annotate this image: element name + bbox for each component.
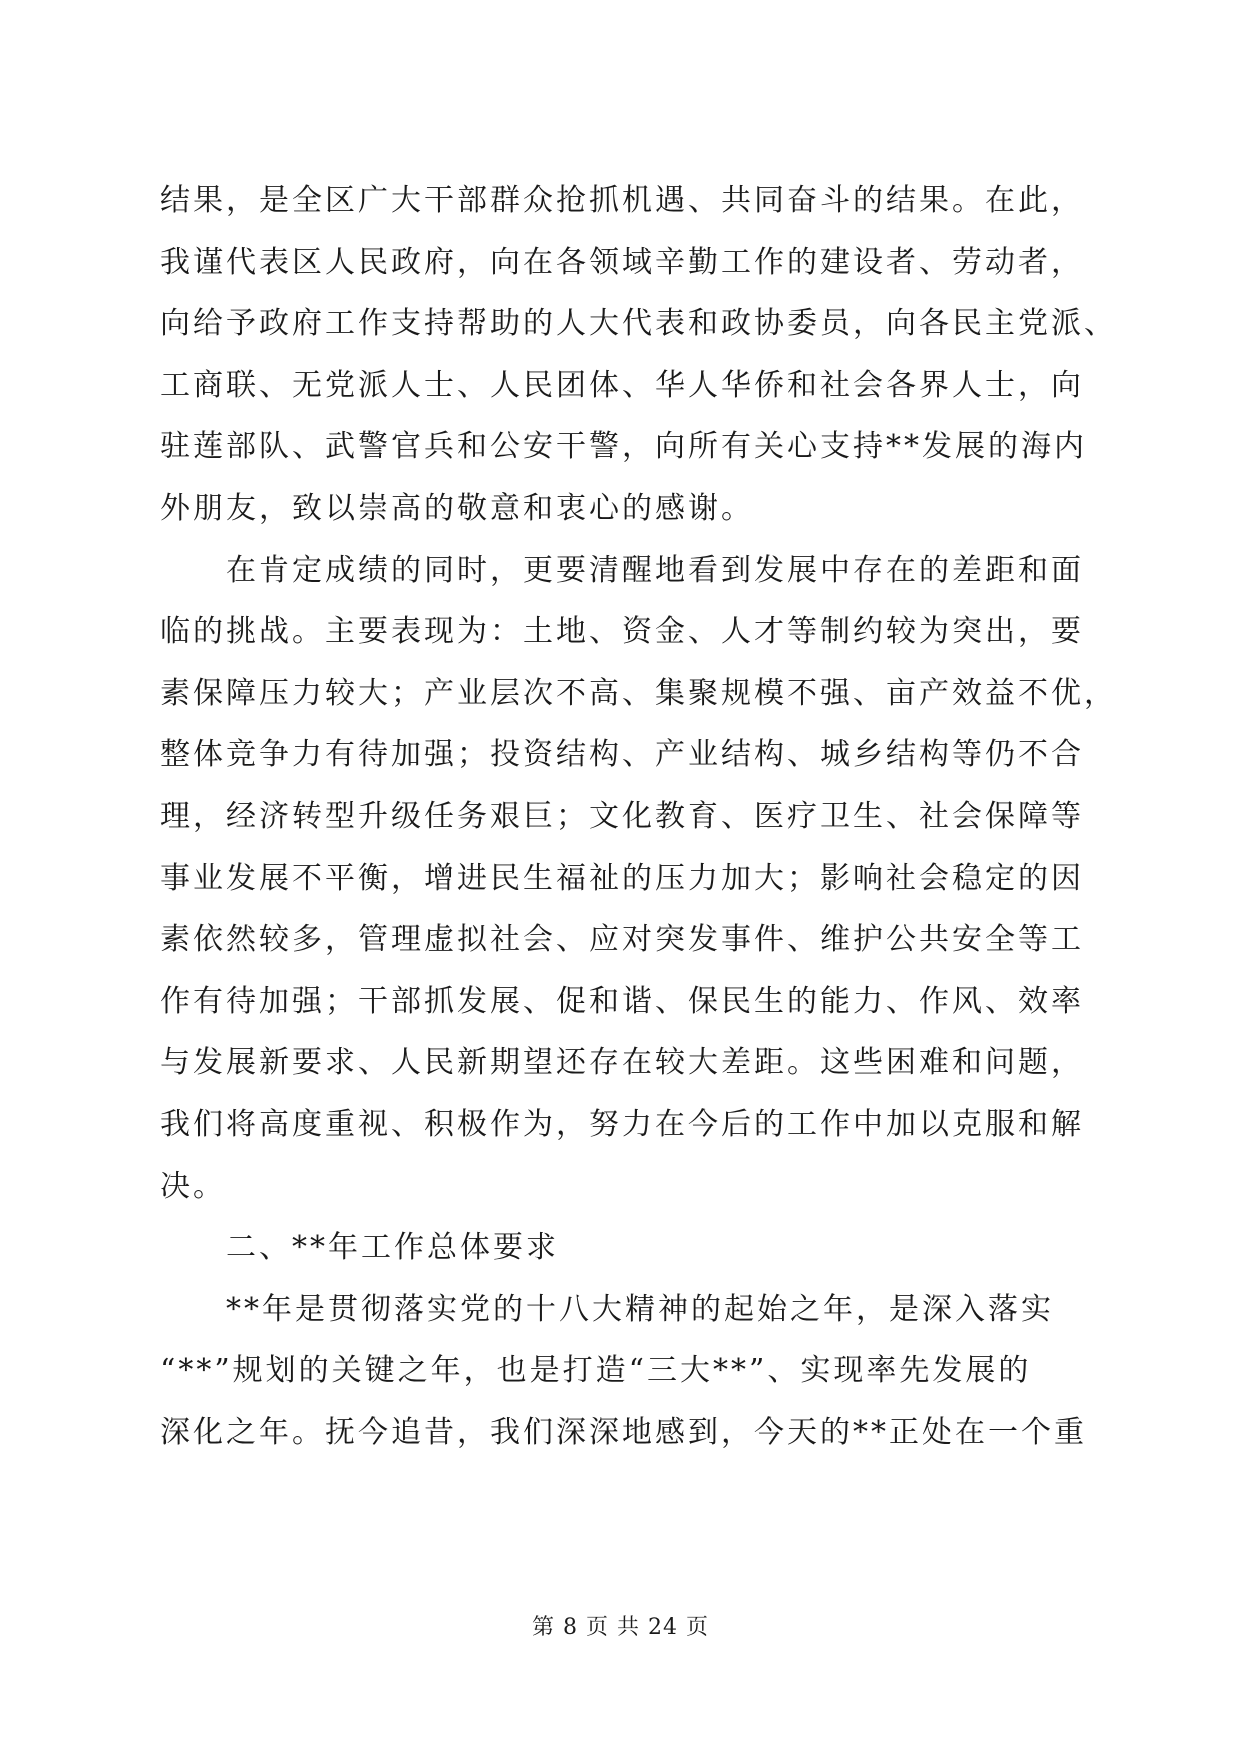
section-heading: 二、**年工作总体要求 bbox=[160, 1230, 559, 1266]
text-line: 素保障压力较大；产业层次不高、集聚规模不强、亩产效益不优， bbox=[160, 675, 1117, 711]
text-line: 结果，是全区广大干部群众抢抓机遇、共同奋斗的结果。在此， bbox=[160, 183, 1084, 218]
text-line: 向给予政府工作支持帮助的人大代表和政协委员，向各民主党派、 bbox=[160, 306, 1117, 342]
text-line: 与发展新要求、人民新期望还存在较大差距。这些困难和问题， bbox=[160, 1045, 1084, 1081]
text-line: 我谨代表区人民政府，向在各领域辛勤工作的建设者、劳动者， bbox=[160, 244, 1084, 280]
text-line: 外朋友，致以崇高的敬意和衷心的感谢。 bbox=[160, 490, 754, 526]
text-line: 深化之年。抚今追昔，我们深深地感到，今天的**正处在一个重 bbox=[160, 1414, 1087, 1450]
text-line: **年是贯彻落实党的十八大精神的起始之年，是深入落实 bbox=[160, 1291, 1054, 1327]
text-line: 我们将高度重视、积极作为，努力在今后的工作中加以克服和解 bbox=[160, 1106, 1084, 1142]
text-line: 工商联、无党派人士、人民团体、华人华侨和社会各界人士，向 bbox=[160, 367, 1084, 403]
text-line: 事业发展不平衡，增进民生福祉的压力加大；影响社会稳定的因 bbox=[160, 860, 1084, 896]
text-line: 作有待加强；干部抓发展、促和谐、保民生的能力、作风、效率 bbox=[160, 983, 1084, 1019]
text-line: 在肯定成绩的同时，更要清醒地看到发展中存在的差距和面 bbox=[160, 552, 1084, 588]
body-text bbox=[160, 170, 1120, 1463]
text-line: 决。 bbox=[160, 1168, 226, 1204]
text-line: “**”规划的关键之年，也是打造“三大**”、实现率先发展的 bbox=[160, 1353, 1032, 1389]
text-line: 临的挑战。主要表现为：土地、资金、人才等制约较为突出，要 bbox=[160, 614, 1084, 650]
text-line: 素依然较多，管理虚拟社会、应对突发事件、维护公共安全等工 bbox=[160, 922, 1084, 958]
text-line: 驻莲部队、武警官兵和公安干警，向所有关心支持**发展的海内 bbox=[160, 429, 1087, 465]
page-number-footer: 第 8 页 共 24 页 bbox=[532, 1615, 709, 1640]
text-line: 整体竞争力有待加强；投资结构、产业结构、城乡结构等仍不合 bbox=[160, 737, 1084, 773]
text-line: 理，经济转型升级任务艰巨；文化教育、医疗卫生、社会保障等 bbox=[160, 798, 1084, 834]
